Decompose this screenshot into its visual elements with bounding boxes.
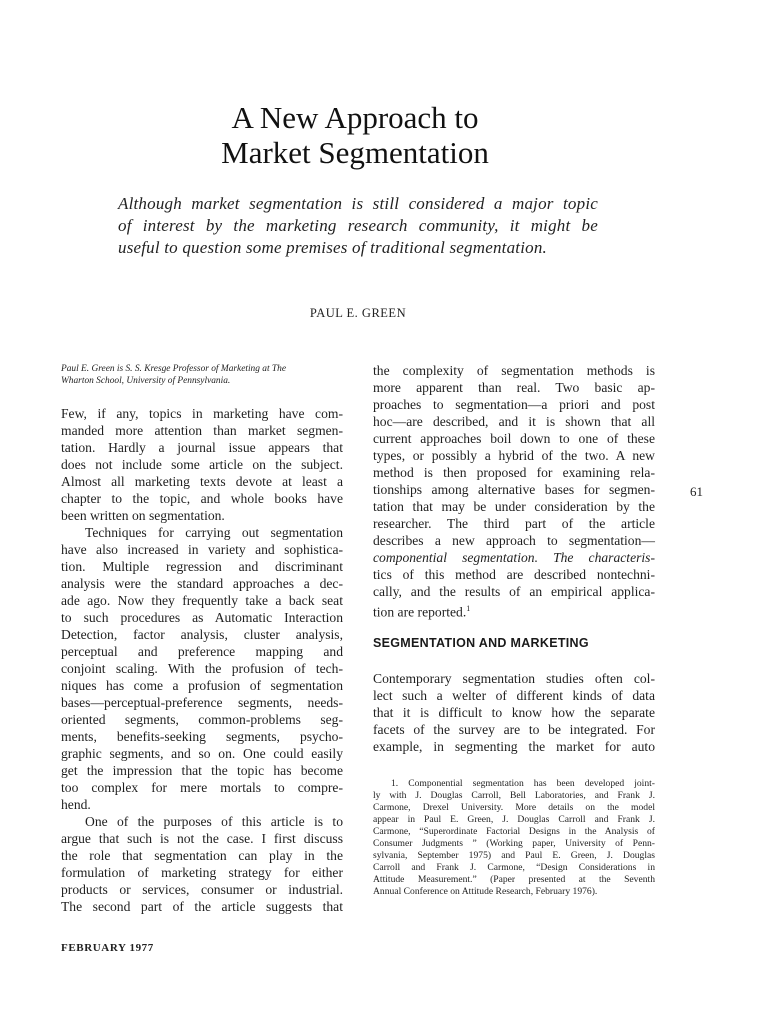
body-line: Detection, factor analysis, cluster analysis, bbox=[61, 627, 343, 642]
body-line-text: tion are reported. bbox=[373, 604, 467, 620]
body-line: proaches to segmentation—a priori and post bbox=[373, 397, 655, 412]
body-line: the role that segmentation can play in the bbox=[61, 848, 343, 863]
body-line: conjoint scaling. With the profusion of tech- bbox=[61, 661, 343, 676]
issue-date-footer: FEBRUARY 1977 bbox=[61, 942, 154, 954]
article-title-line-2: Market Segmentation bbox=[221, 135, 489, 170]
body-line: to such procedures as Automatic Interaction bbox=[61, 610, 343, 625]
footnote-line: sylvania, September 1975) and Paul E. Green, J. Douglas bbox=[373, 850, 655, 861]
body-line: method is then proposed for examining rela- bbox=[373, 465, 655, 480]
footnote-line: Carmone, “Superordinate Factorial Designs in the Analysis of bbox=[373, 826, 655, 837]
footnote-line: ly with J. Douglas Carroll, Bell Laboratories, and Frank J. bbox=[373, 790, 655, 801]
section-heading: SEGMENTATION AND MARKETING bbox=[373, 636, 589, 650]
body-line: describes a new approach to segmentation— bbox=[373, 533, 655, 548]
footnote-line: Carmone, Drexel University. More details on the model bbox=[373, 802, 655, 813]
body-line: tation. Hardly a journal issue appears that bbox=[61, 440, 343, 455]
body-line: tation that may be under consideration by the bbox=[373, 499, 655, 514]
body-line: hoc—are described, and it is shown that all bbox=[373, 414, 655, 429]
body-line: get the impression that the topic has become bbox=[61, 763, 343, 778]
footnote-line: Annual Conference on Attitude Research, February 1976). bbox=[373, 886, 598, 897]
body-line: niques has come a profusion of segmentation bbox=[61, 678, 343, 693]
article-title-line-1: A New Approach to bbox=[231, 100, 479, 135]
body-line: lect such a welter of different kinds of data bbox=[373, 688, 655, 703]
footnote-line: Carroll and Frank J. Carmone, “Design Considerations in bbox=[373, 862, 655, 873]
page-number: 61 bbox=[690, 484, 703, 499]
footnote-line: Consumer Judgments ” (Working paper, University of Penn- bbox=[373, 838, 655, 849]
deck-line-1: Although market segmentation is still considered a major topic bbox=[118, 194, 598, 213]
body-line: oriented segments, common-problems seg- bbox=[61, 712, 343, 727]
body-line: ments, benefits-seeking segments, psycho- bbox=[61, 729, 343, 744]
body-line: types, or possibly a hybrid of the two. A new bbox=[373, 448, 655, 463]
affiliation-line: Paul E. Green is S. S. Kresge Professor of Marketing at The bbox=[61, 364, 286, 374]
body-line: ade ago. Now they frequently take a back seat bbox=[61, 593, 343, 608]
affiliation-line: Wharton School, University of Pennsylvania. bbox=[61, 376, 231, 386]
body-line: that it is difficult to know how the separate bbox=[373, 705, 655, 720]
footnote-reference: 1 bbox=[466, 604, 471, 613]
body-line: Few, if any, topics in marketing have com- bbox=[61, 406, 343, 421]
body-line: The second part of the article suggests that bbox=[61, 899, 343, 914]
body-line: tionships among alternative bases for segmen- bbox=[373, 482, 655, 497]
body-line bbox=[373, 600, 470, 621]
body-line: have also increased in variety and sophistica- bbox=[61, 542, 343, 557]
body-line: researcher. The third part of the article bbox=[373, 516, 655, 531]
body-line: facets of the survey are to be integrated. For bbox=[373, 722, 655, 737]
body-line: One of the purposes of this article is to bbox=[85, 814, 343, 829]
body-line: been written on segmentation. bbox=[61, 508, 225, 523]
footnote-line: Attitude Measurement.” (Paper presented at the Seventh bbox=[373, 874, 655, 885]
body-line: hend. bbox=[61, 797, 91, 812]
body-line: chapter to the topic, and whole books have bbox=[61, 491, 343, 506]
body-line: tion. Multiple regression and discriminant bbox=[61, 559, 343, 574]
body-line: perceptual and preference mapping and bbox=[61, 644, 343, 659]
footnote-line: 1. Componential segmentation has been developed joint- bbox=[391, 778, 655, 789]
body-line: argue that such is not the case. I first discuss bbox=[61, 831, 343, 846]
body-line: analysis were the standard approaches a dec- bbox=[61, 576, 343, 591]
body-line: manded more attention than market segmen- bbox=[61, 423, 343, 438]
footnote-line: appear in Paul E. Green, J. Douglas Carroll and Frank J. bbox=[373, 814, 655, 825]
body-line: bases—perceptual-preference segments, needs- bbox=[61, 695, 343, 710]
body-line: Techniques for carrying out segmentation bbox=[85, 525, 343, 540]
author-byline: PAUL E. GREEN bbox=[309, 306, 407, 320]
body-line: Almost all marketing texts devote at least a bbox=[61, 474, 343, 489]
body-line: componential segmentation. The characteris- bbox=[373, 550, 655, 565]
body-line: current approaches boil down to one of these bbox=[373, 431, 655, 446]
body-line: example, in segmenting the market for auto bbox=[373, 739, 655, 754]
body-line: tics of this method are described nontechni- bbox=[373, 567, 655, 582]
body-line: too complex for mere mortals to compre- bbox=[61, 780, 343, 795]
body-line: Contemporary segmentation studies often col- bbox=[373, 671, 655, 686]
deck-line-3: useful to question some premises of traditional segmentation. bbox=[118, 238, 547, 257]
deck-line-2: of interest by the marketing research community, it might be bbox=[118, 216, 598, 235]
body-line: cally, and the results of an empirical applica- bbox=[373, 584, 655, 599]
body-line: the complexity of segmentation methods is bbox=[373, 363, 655, 378]
body-line: graphic segments, and so on. One could easily bbox=[61, 746, 343, 761]
body-line: does not include some article on the subject. bbox=[61, 457, 343, 472]
body-line: products or services, consumer or industrial. bbox=[61, 882, 343, 897]
body-line: formulation of marketing strategy for either bbox=[61, 865, 343, 880]
body-line: more apparent than real. Two basic ap- bbox=[373, 380, 655, 395]
